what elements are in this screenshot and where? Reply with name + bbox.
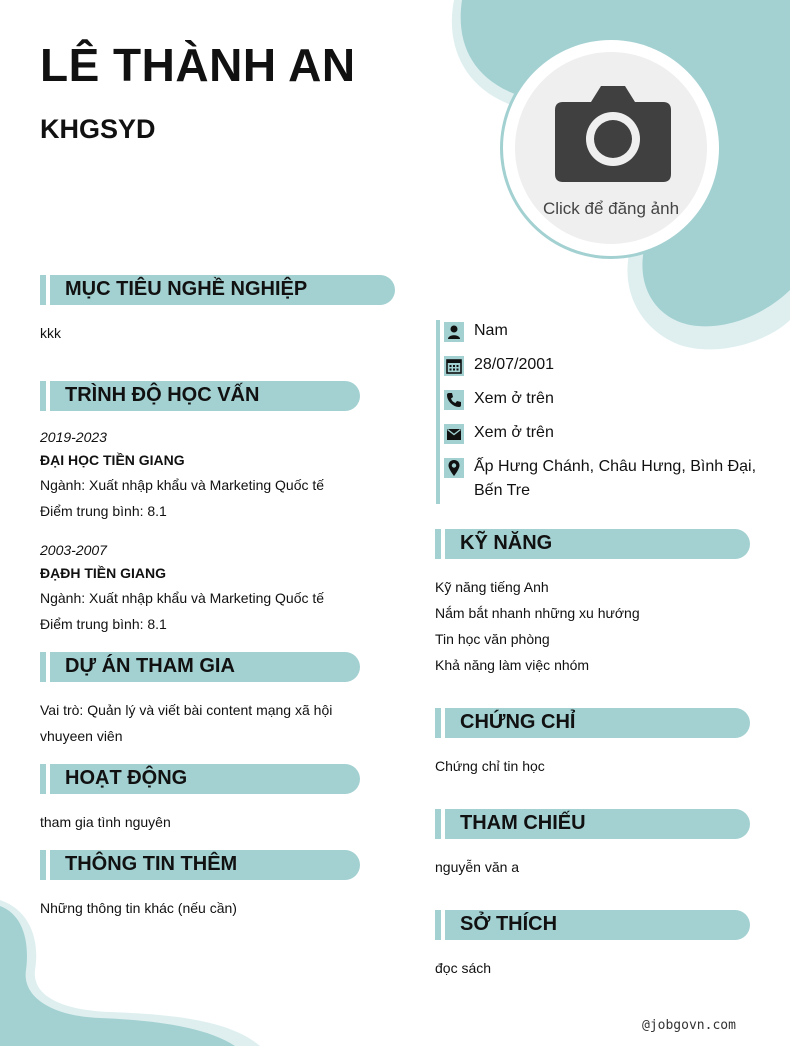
skill-item: Tin học văn phòng	[435, 631, 550, 647]
section-title: KỸ NĂNG	[460, 532, 553, 554]
activities-text: tham gia tình nguyên	[40, 814, 171, 830]
references-text: nguyễn văn a	[435, 859, 520, 875]
contact-phone: Xem ở trên	[474, 390, 554, 407]
photo-upload[interactable]	[500, 37, 722, 259]
section-title: DỰ ÁN THAM GIA	[65, 655, 235, 677]
section-skills-header	[435, 529, 750, 559]
project-line: Vai trò: Quản lý và viết bài content mạng xã hội	[40, 702, 333, 718]
project-line: vhuyeen viên	[40, 728, 123, 744]
section-title: THAM CHIẾU	[460, 812, 586, 834]
photo-placeholder[interactable]	[515, 52, 707, 244]
certificate-text: Chứng chỉ tin học	[435, 758, 545, 774]
job-title: KHGSYD	[40, 114, 156, 144]
footer-watermark: @jobgovn.com	[642, 1018, 736, 1033]
email-icon	[444, 424, 464, 444]
skill-item: Nắm bắt nhanh những xu hướng	[435, 605, 640, 621]
section-certificates-header	[435, 708, 750, 738]
education-gpa: Điểm trung bình: 8.1	[40, 616, 167, 632]
location-pin-icon	[444, 458, 464, 478]
hobbies-text: đọc sách	[435, 960, 492, 976]
education-school: ĐẠĐH TIỀN GIANG	[40, 565, 166, 581]
skill-item: Khả năng làm việc nhóm	[435, 657, 590, 673]
contact-address: Ấp Hưng Chánh, Châu Hưng, Bình Đại,	[474, 458, 757, 475]
education-gpa: Điểm trung bình: 8.1	[40, 503, 167, 519]
skill-item: Kỹ năng tiếng Anh	[435, 579, 549, 595]
section-title: SỞ THÍCH	[460, 913, 558, 935]
section-title: MỤC TIÊU NGHỀ NGHIỆP	[65, 278, 308, 300]
section-title: THÔNG TIN THÊM	[65, 853, 238, 875]
section-title: TRÌNH ĐỘ HỌC VẤN	[65, 384, 260, 406]
section-projects-header	[40, 652, 360, 682]
education-major: Ngành: Xuất nhập khẩu và Marketing Quốc tế	[40, 477, 325, 493]
section-education-header	[40, 381, 360, 411]
contact-email: Xem ở trên	[474, 424, 554, 441]
camera-icon	[553, 78, 673, 184]
education-period: 2019-2023	[40, 429, 107, 445]
education-period: 2003-2007	[40, 542, 107, 558]
section-activities-header	[40, 764, 360, 794]
contact-accent-bar	[436, 320, 440, 504]
person-icon	[444, 322, 464, 342]
section-objective-header	[40, 275, 395, 305]
decorative-blob-bottom	[0, 900, 300, 1046]
education-school: ĐẠI HỌC TIỀN GIANG	[40, 452, 185, 468]
phone-icon	[444, 390, 464, 410]
section-title: HOẠT ĐỘNG	[65, 767, 188, 789]
section-references-header	[435, 809, 750, 839]
photo-caption[interactable]: Click để đăng ảnh	[542, 199, 680, 218]
section-hobbies-header	[435, 910, 750, 940]
section-extra-header	[40, 850, 360, 880]
extra-text: Những thông tin khác (nếu cần)	[40, 900, 237, 916]
contact-address-line2: Bến Tre	[474, 482, 531, 499]
education-major: Ngành: Xuất nhập khẩu và Marketing Quốc tế	[40, 590, 325, 606]
candidate-name: LÊ THÀNH AN	[40, 39, 356, 91]
section-title: CHỨNG CHỈ	[460, 711, 576, 733]
contact-birthday: 28/07/2001	[474, 356, 555, 373]
calendar-icon	[444, 356, 464, 376]
contact-gender: Nam	[474, 322, 508, 339]
objective-text: kkk	[40, 325, 61, 341]
